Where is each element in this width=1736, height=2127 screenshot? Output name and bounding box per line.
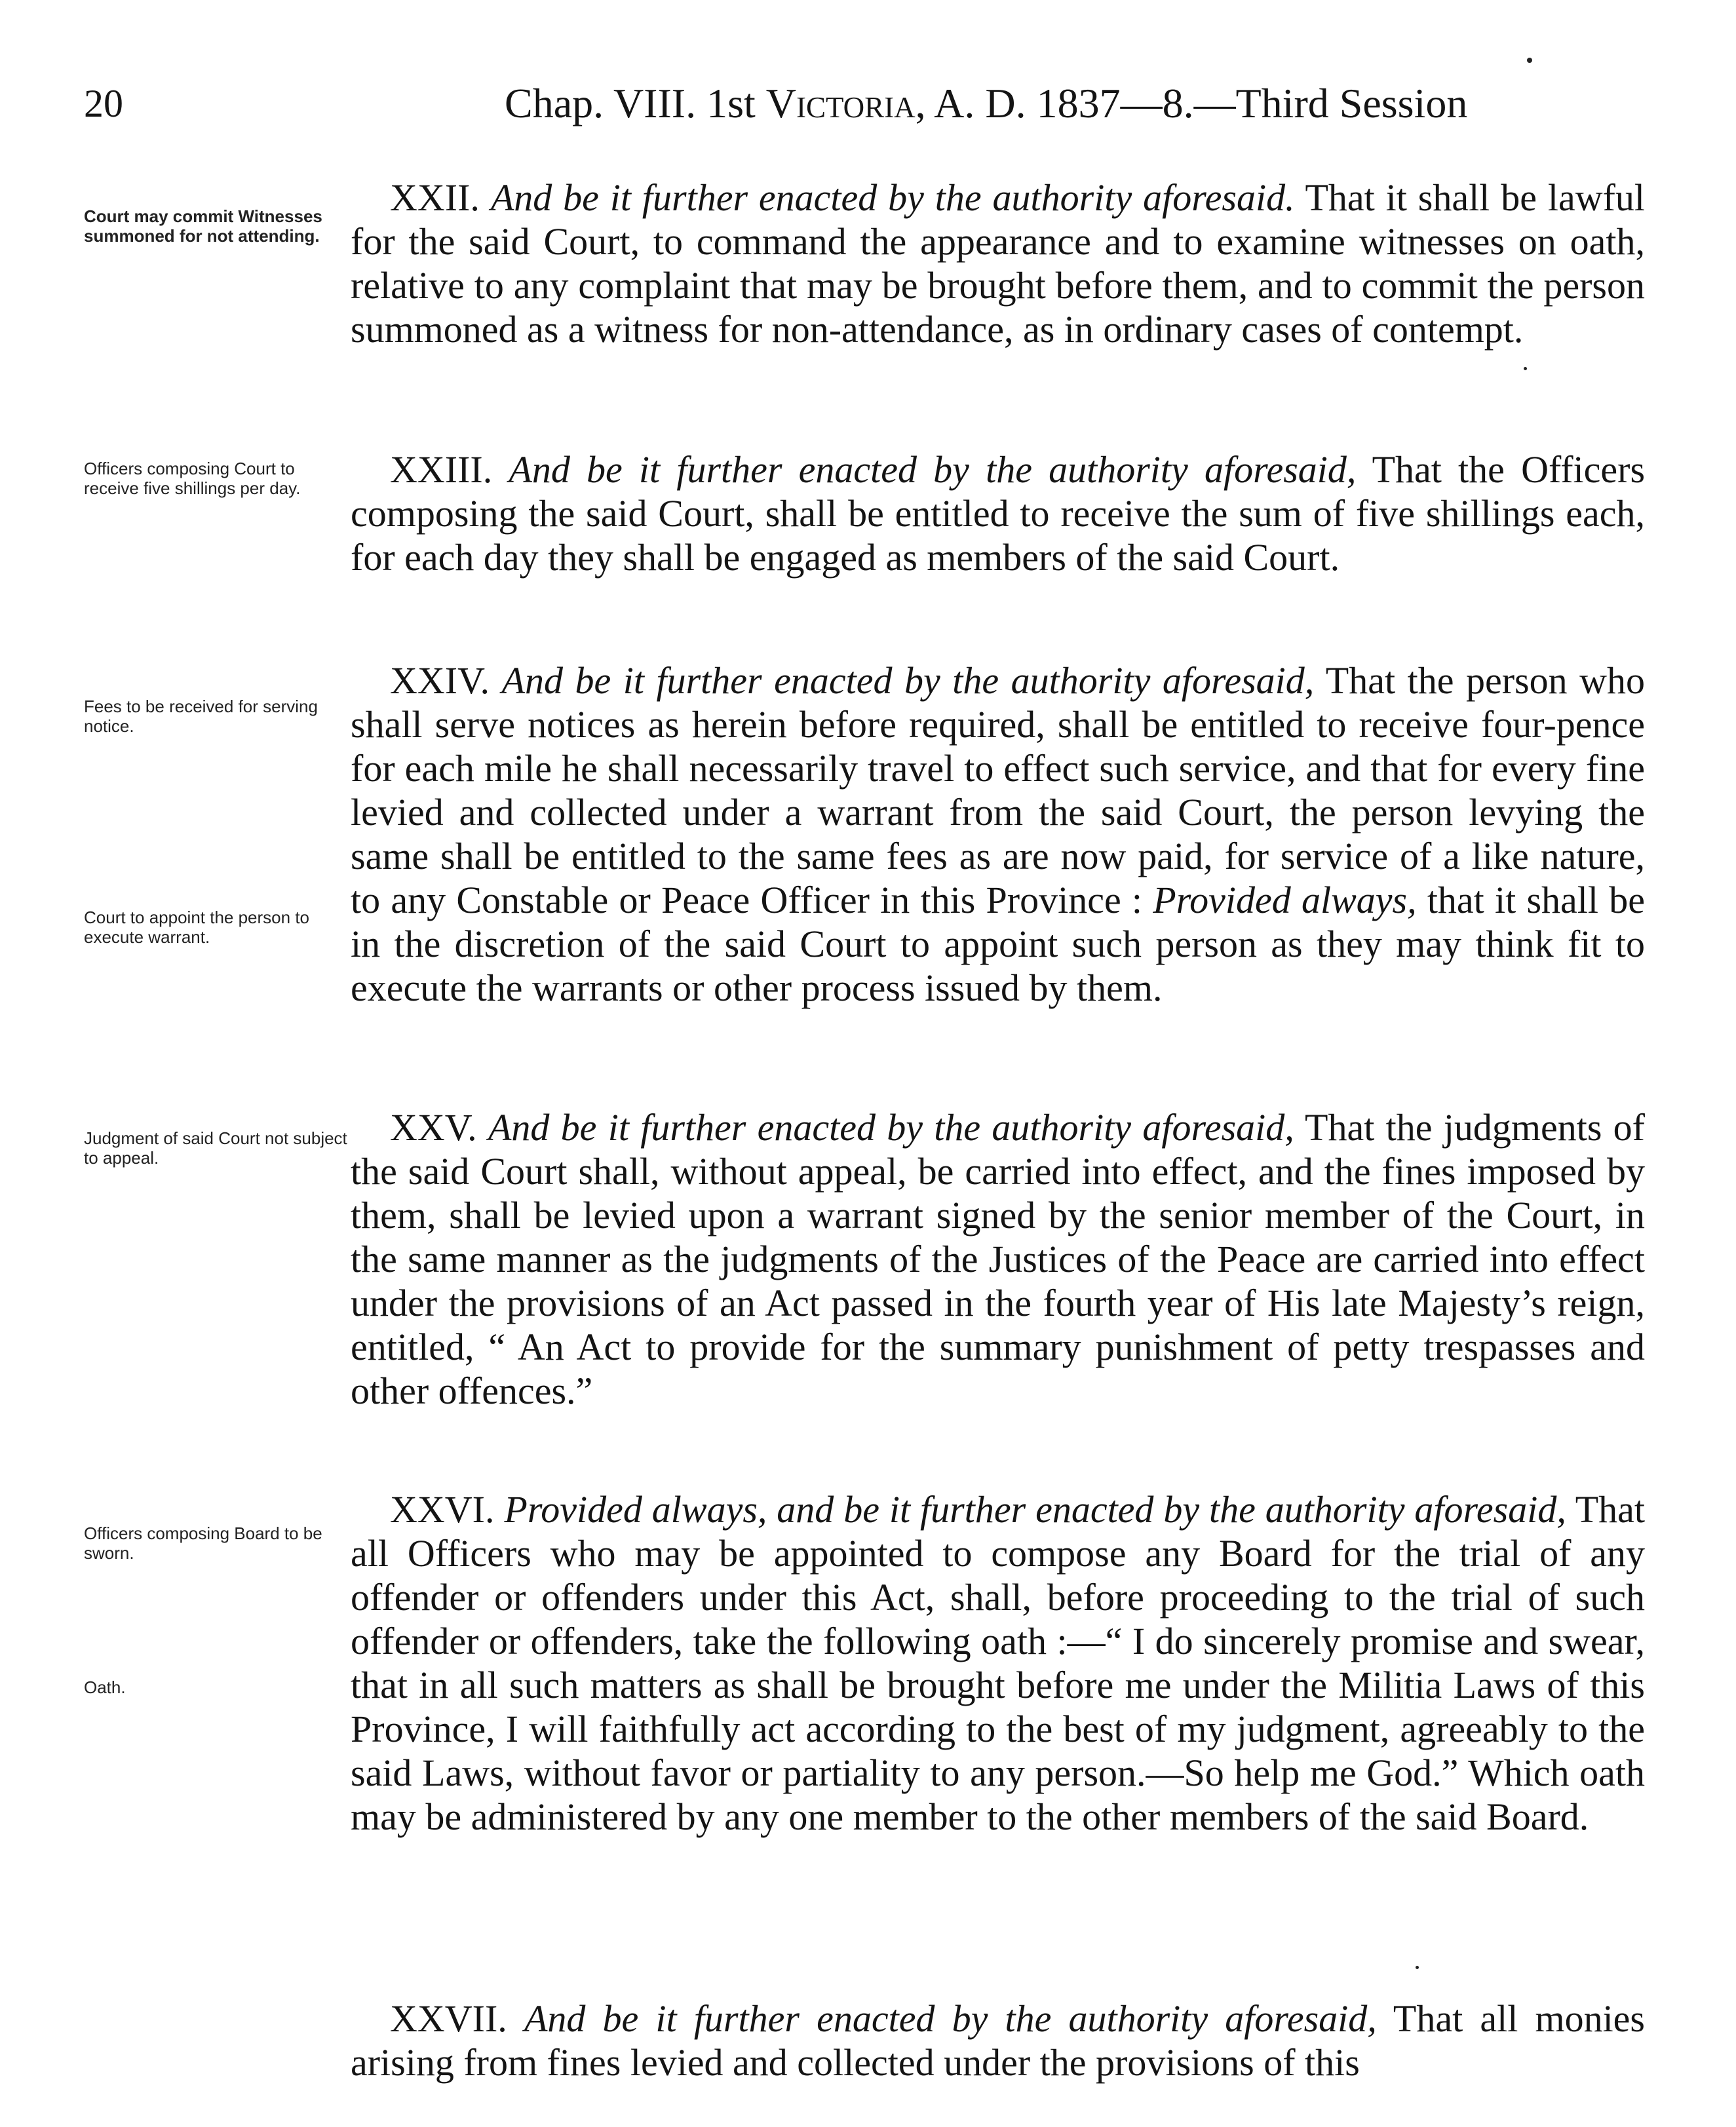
section-xxvi	[351, 1487, 1645, 1839]
section-text: That it shall be lawful for the said Court, to command the appearance and to examine witnesses on oath, relative to any complaint that may be brought before them, and to commit the person summoned as a witness for non-attendance, as in ordinary cases of contempt.	[351, 176, 1646, 351]
enacting-clause: Provided always, and be it further enacted by the authority aforesaid,	[504, 1488, 1566, 1531]
print-speck	[1527, 58, 1532, 63]
enacting-clause: And be it further enacted by the authority aforesaid,	[488, 1106, 1294, 1149]
section-numeral: XXIII.	[390, 448, 493, 491]
page-number: 20	[84, 82, 123, 125]
enacting-clause: And be it further enacted by the authority aforesaid,	[509, 448, 1357, 491]
enacting-clause: And be it further enacted by the authority aforesaid,	[501, 659, 1315, 702]
margin-note-officers-pay: Officers composing Court to receive five shillings per day.	[84, 459, 301, 498]
section-text: That all monies arising from fines levied and collected under the provisions of this	[351, 1997, 1646, 2084]
section-text: That the person who shall serve notices as herein before required, shall be entitled to receive four-pence for each mile he shall necessarily travel to effect such service, and that for every fine levied and collected under a warrant from the said Court, the person levying the same shall be entitled to the same fees as are now paid, for service of a like nature, to any Constable or Peace Officer in this Province :	[351, 659, 1646, 921]
section-text: That the Officers composing the said Court, shall be entitled to receive the sum of five shillings each, for each day they shall be engaged as members of the said Court.	[351, 448, 1646, 579]
section-xxii	[351, 176, 1645, 351]
margin-note-court-appoint: Court to appoint the person to execute warrant.	[84, 908, 310, 947]
margin-note-officers-sworn: Officers composing Board to be sworn.	[84, 1523, 322, 1563]
running-header	[505, 80, 1540, 126]
header-monarch: Victoria	[765, 80, 916, 126]
section-xxv	[351, 1105, 1645, 1413]
section-xxvii	[351, 1997, 1645, 2084]
section-numeral: XXV.	[390, 1106, 477, 1149]
section-text: That all Officers who may be appointed to compose any Board for the trial of any offender or offenders under this Act, shall, before proceeding to the trial of such offender or offenders, take the following oath :—“ I do sincerely promise and swear, that in all such matters as shall be brought before me under the Militia Laws of this Province, I will faithfully act according to the best of my judgment, agreeably to the said Laws, without favor or partiality to any person.—So help me God.” Which oath may be administered by any one member to the other members of the said Board.	[351, 1488, 1645, 1838]
proviso-clause: Provided always,	[1153, 879, 1417, 921]
print-speck	[1416, 1966, 1419, 1969]
section-text-continued: that it shall be in the discretion of the said Court to appoint such person as they may think fit to execute the warrants or other process issued by them.	[351, 879, 1645, 1009]
section-numeral: XXII.	[390, 176, 480, 219]
margin-note-fees-notices: Fees to be received for serving notice.	[84, 697, 318, 736]
section-numeral: XXIV.	[390, 659, 490, 702]
enacting-clause: And be it further enacted by the authority aforesaid.	[490, 176, 1295, 219]
margin-note-judgment-appeal: Judgment of said Court not subject to appeal.	[84, 1128, 347, 1168]
section-numeral: XXVII.	[390, 1997, 507, 2040]
section-text: That the judgments of the said Court shall, without appeal, be carried into effect, and the fines imposed by them, shall be levied upon a warrant signed by the senior member of the Court, in the same manner as the judgments of the Justices of the Peace are carried into effect under the provisions of an Act passed in the fourth year of His late Majesty’s reign, entitled, “ An Act to provide for the summary punishment of petty trespasses and other offences.”	[351, 1106, 1645, 1412]
section-xxiv	[351, 659, 1645, 1010]
enacting-clause: And be it further enacted by the authority aforesaid,	[524, 1997, 1377, 2040]
section-numeral: XXVI.	[390, 1488, 495, 1531]
header-chapter: Chap. VIII. 1st	[505, 80, 756, 126]
header-date-session: , A. D. 1837—8.—Third Session	[915, 80, 1468, 126]
section-xxiii	[351, 448, 1645, 579]
margin-note-oath: Oath.	[84, 1677, 126, 1697]
print-speck	[1524, 367, 1527, 370]
margin-note-court-commit: Court may commit Witnesses summoned for not attending.	[84, 206, 322, 246]
